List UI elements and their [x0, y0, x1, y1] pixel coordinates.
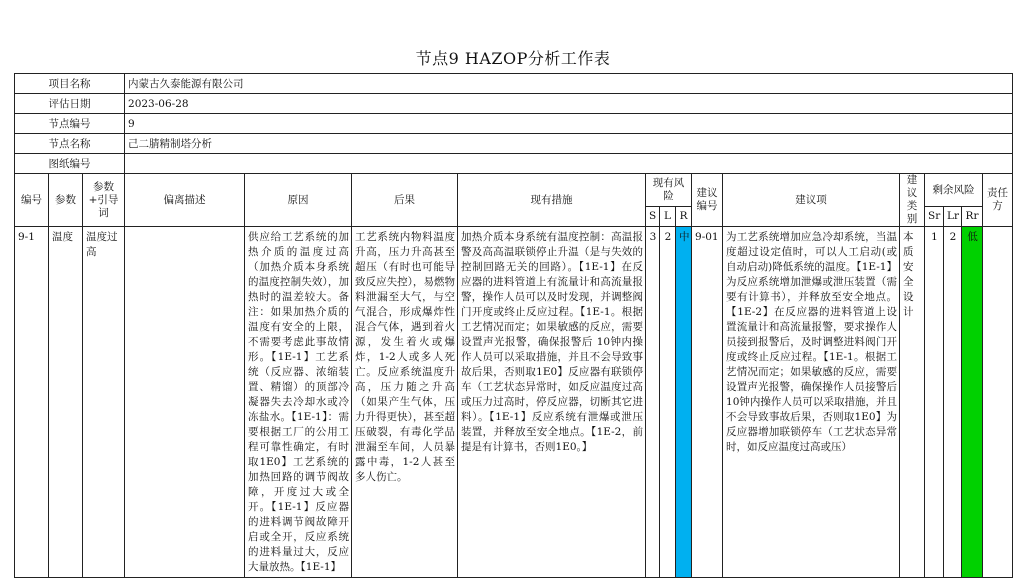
- col-header-residual-risk: 剩余风险: [925, 174, 983, 207]
- info-row-node-no: [15, 114, 1013, 134]
- col-header-rr: Rr: [962, 207, 983, 227]
- cell-rec-no: 9-01: [692, 227, 723, 578]
- col-header-no: 编号: [15, 174, 49, 227]
- col-header-l: L: [660, 207, 676, 227]
- drawing-value: [125, 154, 1013, 174]
- cell-no: 9-1: [15, 227, 49, 578]
- cell-guide: 温度过高: [83, 227, 125, 578]
- cell-rr-risk-level: 低: [962, 227, 983, 578]
- info-row-node-name: [15, 134, 1013, 154]
- col-header-consequence: 后果: [352, 174, 458, 227]
- drawing-label: 图纸编号: [15, 154, 125, 174]
- col-header-cause: 原因: [245, 174, 352, 227]
- project-value: 内蒙古久泰能源有限公司: [125, 74, 1013, 94]
- cell-consequence: 工艺系统内物料温度升高，压力升高甚至超压（有时也可能导致反应失控），易燃物料泄漏至大气，与空气混合，形成爆炸性混合气体，遇到着火源，发生着火或爆炸，1-2人或多人死亡。反应系统温度升高，压力随之升高（如果产生气体，压力升得更快），甚至超压破裂，有毒化学品泄漏至车间，人员暴露中毒，1-2人甚至多人伤亡。: [352, 227, 458, 578]
- col-header-deviation: 偏离描述: [125, 174, 245, 227]
- cell-owner: [983, 227, 1013, 578]
- col-header-r: R: [676, 207, 692, 227]
- node-no-value: 9: [125, 114, 1013, 134]
- col-header-current-risk: 现有风险: [646, 174, 692, 207]
- col-header-rec-type: 建议类别: [900, 174, 925, 227]
- header-row-1: [15, 174, 1013, 207]
- info-row-date: [15, 94, 1013, 114]
- col-header-rec-no: 建议编号: [692, 174, 723, 227]
- cell-cause: 供应给工艺系统的加热介质的温度过高（加热介质本身系统的温度控制失效），加热时的温差较大。备注：如果加热介质的温度有安全的上限，不需要考虑此事故情形。【1E-1】工艺系统（反应器、浓缩装置、精馏）的顶部冷凝器失去冷却水或冷冻盐水。【1E-1】：需要根据工厂的公用工程可靠性确定，有时取1E0】工艺系统的加热回路的调节阀故障，开度过大或全开。【1E-1】反应器的进料调节阀故障开启或全开，反应系统的进料量过大，反应大量放热。【1E-1】: [245, 227, 352, 578]
- cell-l: 2: [660, 227, 676, 578]
- hazop-worksheet: [14, 73, 1013, 578]
- table-row: [15, 227, 1013, 578]
- node-no-label: 节点编号: [15, 114, 125, 134]
- col-header-sr: Sr: [925, 207, 944, 227]
- cell-param: 温度: [49, 227, 83, 578]
- project-label: 项目名称: [15, 74, 125, 94]
- date-label: 评估日期: [15, 94, 125, 114]
- col-header-s: S: [646, 207, 660, 227]
- cell-rec-type: 本质安全设计: [900, 227, 925, 578]
- col-header-rec-item: 建议项: [723, 174, 900, 227]
- info-row-drawing: [15, 154, 1013, 174]
- cell-r-risk-level: 中: [676, 227, 692, 578]
- node-name-value: 己二腈精制塔分析: [125, 134, 1013, 154]
- col-header-measures: 现有措施: [458, 174, 646, 227]
- col-header-guide: 参数+引导词: [83, 174, 125, 227]
- cell-measures: 加热介质本身系统有温度控制：高温报警及高高温联锁停止升温（是与失效的控制回路无关的回路）。【1E-1】在反应器的进料管道上有流量计和高流量报警，操作人员可以及时发现，并调整阀门开度或终止反应过程。【1E-1。根据工艺情况而定；如果敏感的反应，需要设置声光报警，确保报警后 10钟内操作人员可以采取措施，并且不会导致事故后果，否则取1E0】反应器有联锁停车（工艺状态异常时，如反应温度过高或压力过高时，停反应器，切断其它进料）。【1E-1】反应系统有泄爆或泄压装置，并释放至安全地点。【1E-2，前提是有计算书，否则1E0。】: [458, 227, 646, 578]
- page-title: 节点9 HAZOP分析工作表: [415, 49, 611, 68]
- col-header-param: 参数: [49, 174, 83, 227]
- col-header-lr: Lr: [944, 207, 962, 227]
- info-row-project: [15, 74, 1013, 94]
- cell-lr: 2: [944, 227, 962, 578]
- col-header-owner: 责任方: [983, 174, 1013, 227]
- date-value: 2023-06-28: [125, 94, 1013, 114]
- cell-rec-item: 为工艺系统增加应急冷却系统，当温度超过设定值时，可以人工启动(或自动启动)降低系统的温度。【1E-1】为反应系统增加泄爆或泄压装置（需要有计算书），并释放至安全地点。【1E-2】在反应器的进料管道上设置流量计和高流量报警，要求操作人员接到报警后，及时调整进料阀门开度或终止反应过程。【1E-1。根据工艺情况而定；如果敏感的反应，需要设置声光报警，确保操作人员接警后10钟内操作人员可以采取措施，并且不会导致事故后果，否则取1E0】为反应器增加联锁停车（工艺状态异常时，如反应温度过高或压）: [723, 227, 900, 578]
- cell-s: 3: [646, 227, 660, 578]
- node-name-label: 节点名称: [15, 134, 125, 154]
- cell-deviation: [125, 227, 245, 578]
- cell-sr: 1: [925, 227, 944, 578]
